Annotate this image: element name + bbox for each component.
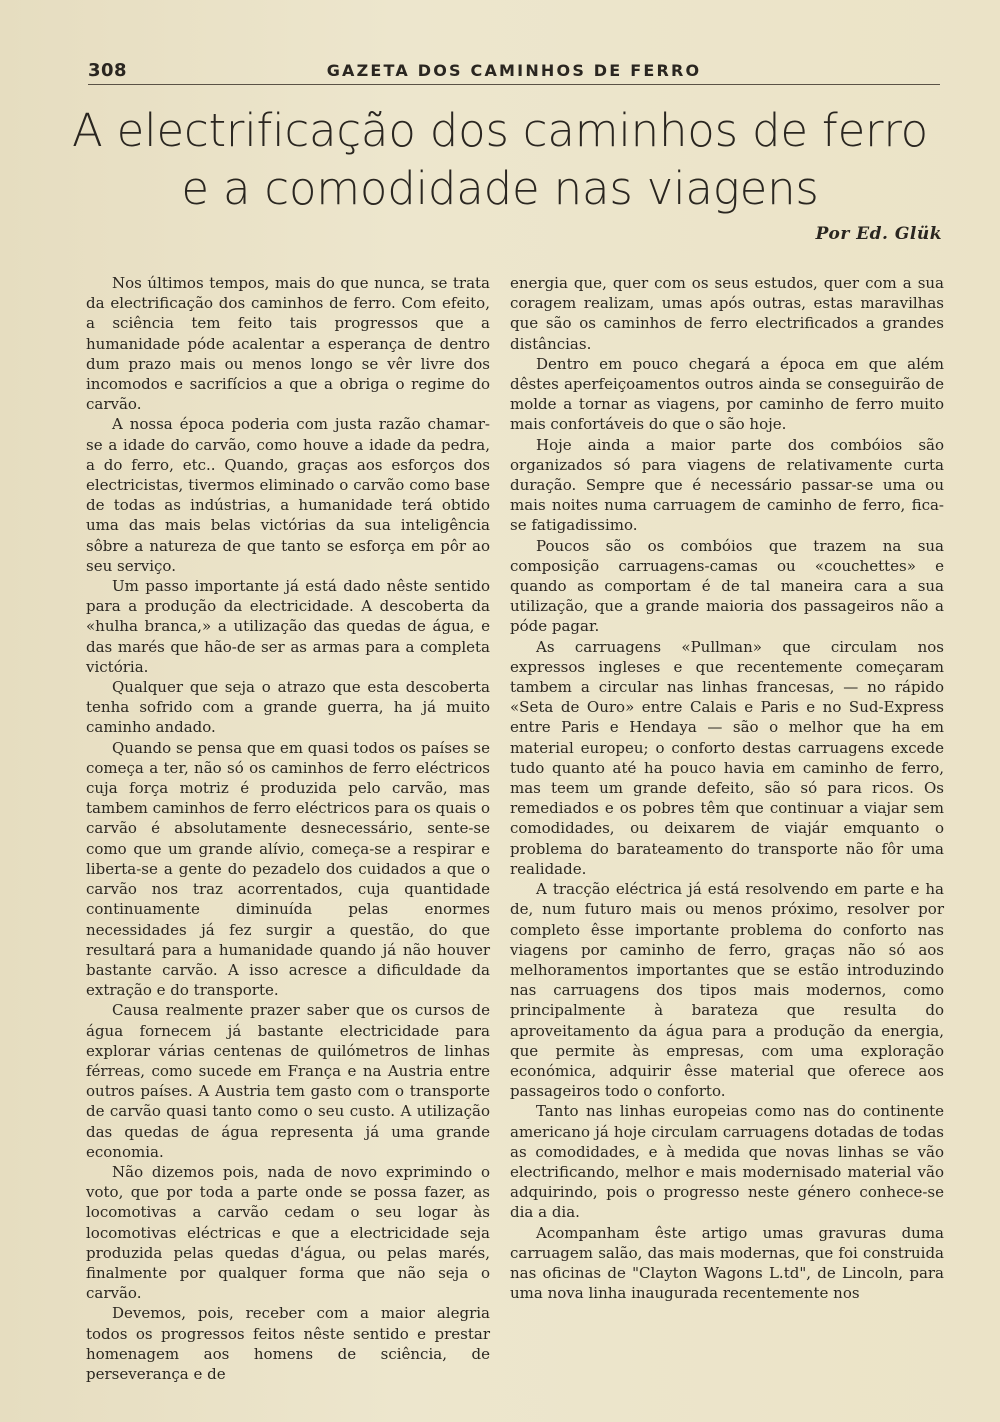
paragraph: Dentro em pouco chegará a época em que além dêstes aperfeiçoamentos outros ainda se conseguirão de molde a tornar as viagens, por caminho de ferro muito mais confortáveis do que o são hoje. — [510, 354, 944, 434]
paragraph: Tanto nas linhas europeias como nas do continente americano já hoje circulam carruagens dotadas de todas as comodidades, e à medida que novas linhas se vão electrificando, melhor e mais modernisado material vão adquirindo, pois o progresso neste género conhece-se dia a dia. — [510, 1102, 944, 1222]
right-column — [510, 273, 944, 1303]
left-column — [86, 273, 490, 1384]
paragraph: Nos últimos tempos, mais do que nunca, se trata da electrificação dos caminhos de ferro. Com efeito, a sciência tem feito tais progressos que a humanidade póde acalentar a esperança de dentro dum prazo mais ou menos longo se vêr livre dos incomodos e sacrifícios a que a obriga o regime do carvão. — [86, 274, 490, 414]
paragraph: Acompanham êste artigo umas gravuras duma carruagem salão, das mais modernas, que foi construida nas oficinas de "Clayton Wagons L.td", de Lincoln, para uma nova linha inaugurada recentemente nos — [510, 1223, 944, 1303]
paragraph: Não dizemos pois, nada de novo exprimindo o voto, que por toda a parte onde se possa fazer, as locomotivas a carvão cedam o seu logar às locomotivas eléctricas e que a electricidade seja produzida pelas quedas d'água, ou pelas marés, finalmente por qualquer forma que não seja o carvão. — [86, 1162, 490, 1303]
paragraph: energia que, quer com os seus estudos, quer com a sua coragem realizam, umas após outras, estas maravilhas que são os caminhos de ferro electrificados a grandes distâncias. — [510, 274, 944, 353]
paragraph: Hoje ainda a maior parte dos combóios são organizados só para viagens de relativamente curta duração. Sempre que é necessário passar-se uma ou mais noites numa carruagem de caminho de ferro, fica-se fatigadissimo. — [510, 435, 944, 535]
article-title — [40, 102, 960, 218]
paragraph: Qualquer que seja o atrazo que esta descoberta tenha sofrido com a grande guerra, ha já muito caminho andado. — [86, 678, 490, 737]
paragraph: Causa realmente prazer saber que os cursos de água fornecem já bastante electricidade para explorar várias centenas de quilómetros de linhas férreas, como sucede em França e na Austria entre outros países. A Austria tem gasto com o transporte de carvão quasi tanto como o seu custo. A utilização das quedas de água representa já uma grande economia. — [86, 1001, 490, 1161]
article-title-line-2: e a comodidade nas viagens — [181, 162, 819, 215]
paragraph: Um passo importante já está dado nêste sentido para a produção da electricidade. A descoberta da «hulha branca,» a utilização das quedas de água, e das marés que hão-de ser as armas para a completa victória. — [86, 577, 490, 676]
paragraph: Quando se pensa que em quasi todos os países se começa a ter, não só os caminhos de ferro eléctricos cuja força motriz é produzida pelo carvão, mas tambem caminhos de ferro eléctricos para os quais o carvão é absolutamente desnecessário, sente-se como que um grande alívio, começa-se a respirar e liberta-se a gente do pezadelo dos cuidados a que o carvão nos traz acorrentados, cuja quantidade continuamente diminuída pelas enormes necessidades já fez surgir a questão, do que resultará para a humanidade quando já não houver bastante carvão. A isso acresce a dificuldade da extração e do transporte. — [86, 738, 490, 1000]
paragraph: A tracção eléctrica já está resolvendo em parte e ha de, num futuro mais ou menos próximo, resolver por completo êsse importante problema do conforto nas viagens por caminho de ferro, graças não só aos melhoramentos importantes que se estão introduzindo nas carruagens dos tipos mais modernos, como principalmente à barateza que resulta do aproveitamento da água para a produção da energia, que permite às empresas, com uma exploração económica, adquirir êsse material que oferece aos passageiros todo o conforto. — [510, 880, 944, 1101]
article-title-line-1: A electrificação dos caminhos de ferro — [71, 104, 928, 157]
journal-name: GAZETA DOS CAMINHOS DE FERRO — [326, 61, 702, 80]
paragraph: A nossa época poderia com justa razão chamar-se a idade do carvão, como houve a idade da pedra, a do ferro, etc.. Quando, graças aos esforços dos electricistas, tivermos eliminado o carvão como base de todas as indústrias, a humanidade terá obtido uma das mais belas victórias da sua inteligência sôbre a natureza de que tanto se esforça em pôr ao seu serviço. — [86, 415, 490, 575]
paragraph: Devemos, pois, receber com a maior alegria todos os progressos feitos nêste sentido e prestar homenagem aos homens de sciência, de perseverança e de — [86, 1304, 490, 1383]
page-number: 308 — [88, 60, 128, 81]
running-header — [88, 58, 940, 85]
paragraph: As carruagens «Pullman» que circulam nos expressos ingleses e que recentemente começaram tambem a circular nas linhas francesas, — no rápido «Seta de Ouro» entre Calais e Paris e no Sud-Express entre Paris e Hendaya — são o melhor que ha em material europeu; o conforto destas carruagens excede tudo quanto até ha pouco havia em caminho de ferro, mas teem um grande defeito, são só para ricos. Os remediados e os pobres têm que continuar a viajar sem comodidades, ou deixarem de viajár emquanto o problema do barateamento do transporte não fôr uma realidade. — [510, 637, 944, 878]
paragraph: Poucos são os combóios que trazem na sua composição carruagens-camas ou «couchettes» e quando as comportam é de tal maneira cara a sua utilização, que a grande maioria dos passageiros não a póde pagar. — [510, 536, 944, 636]
article-byline: Por Ed. Glük — [815, 224, 942, 244]
